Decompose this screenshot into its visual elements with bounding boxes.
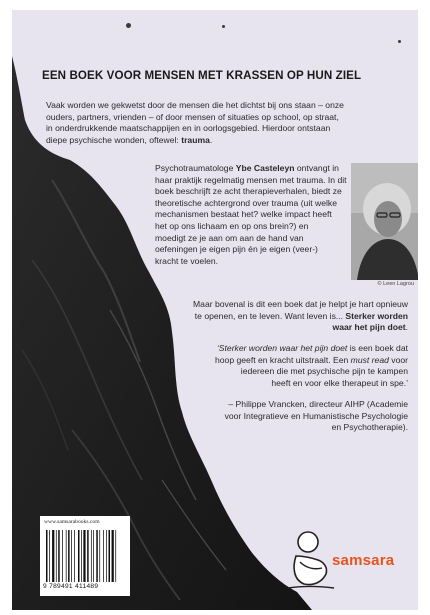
author-bio-paragraph	[155, 163, 348, 267]
intro-paragraph	[46, 100, 401, 146]
bio-line: het op ons lichaam en op ons brein?) en	[155, 220, 309, 231]
title-bold: waar het pijn doet	[332, 322, 406, 333]
speck-3	[398, 40, 401, 43]
attribution-line: – Philippe Vrancken, directeur AIHP (Academie	[228, 399, 408, 409]
quote-line	[183, 343, 408, 355]
review-quote	[183, 343, 408, 389]
bio-line: oefeningen je eigen pijn én je eigen (veer-)	[155, 244, 318, 255]
closing-period: .	[405, 322, 408, 333]
author-portrait	[351, 163, 418, 280]
quote-line	[183, 355, 408, 367]
bio-line: haar praktijk regelmatig mensen met trauma. In dit	[155, 174, 347, 185]
bio-line: theoretische achtergrond over trauma (uit welke	[155, 197, 337, 208]
speck-1	[126, 23, 131, 28]
title-bold: Sterker worden	[343, 310, 408, 321]
attribution-line: voor Integratieve en Humanistische Psychologie	[224, 410, 408, 421]
intro-line: ouders, partners, vrienden – of door mensen of situaties op school, op straat,	[46, 111, 339, 122]
barcode-icon	[44, 530, 126, 582]
attribution-line: en Psychotherapie).	[331, 422, 408, 433]
bio-line: mechanismen bestaat het? welke impact heeft	[155, 209, 332, 220]
bio-line: moedigt ze je aan om aan de hand van	[155, 232, 304, 243]
quote-text: voor	[388, 354, 408, 365]
intro-line: Vaak worden we gekwetst door de mensen die het dichtst bij ons staan – onze	[46, 100, 344, 110]
intro-period: .	[209, 134, 213, 145]
intro-line: in onderdrukkende maatschappijen en in oorlogsgebied. Hierdoor ontstaan	[46, 123, 331, 134]
publisher-logo: samsara	[332, 552, 395, 569]
author-name: Ybe Casteleyn	[235, 163, 295, 173]
intro-line	[46, 135, 401, 147]
quote-title-italic: ‘Sterker worden waar het pijn doet	[216, 343, 348, 353]
bio-line: kracht te voelen.	[155, 255, 219, 266]
sitting-figure-icon	[282, 526, 338, 592]
speck-2	[222, 25, 225, 28]
quote-attribution	[183, 399, 408, 434]
closing-line: Maar bovenal is dit een boek dat je helpt je hart opnieuw	[193, 299, 408, 309]
intro-line-text: diepe psychische wonden, oftewel:	[46, 134, 182, 145]
book-back-cover	[12, 10, 418, 610]
barcode-label	[40, 516, 130, 596]
quote-text: hoop geeft en kracht uitstraalt. Een	[214, 354, 349, 365]
publisher-url: www.samsarabooks.com	[44, 519, 100, 525]
bio-line: boek beschrijft ze acht therapieverhalen, biedt ze	[155, 186, 342, 197]
closing-paragraph	[188, 299, 408, 334]
closing-line	[188, 311, 408, 323]
photo-credit: © Leen Lagrou	[377, 281, 414, 287]
isbn-number: 9 789491 411489	[43, 583, 99, 590]
closing-line	[188, 322, 408, 334]
quote-text: is een boek dat	[347, 343, 408, 353]
intro-trauma-bold: trauma	[181, 134, 210, 145]
quote-line: heeft en voor elke therapeut in spe.’	[271, 377, 408, 388]
author-photo	[351, 163, 418, 280]
bio-text: ontvangt in	[294, 163, 339, 173]
closing-text: te openen, en te leven. Want leven is...	[194, 310, 344, 321]
bio-text: Psychotraumatologe	[155, 163, 236, 173]
quote-must-read: must read	[348, 354, 389, 365]
headline: EEN BOEK VOOR MENSEN MET KRASSEN OP HUN ZIEL	[42, 69, 362, 82]
quote-line: iedereen die met psychische pijn te kampen	[240, 366, 408, 377]
bio-line	[155, 163, 348, 175]
